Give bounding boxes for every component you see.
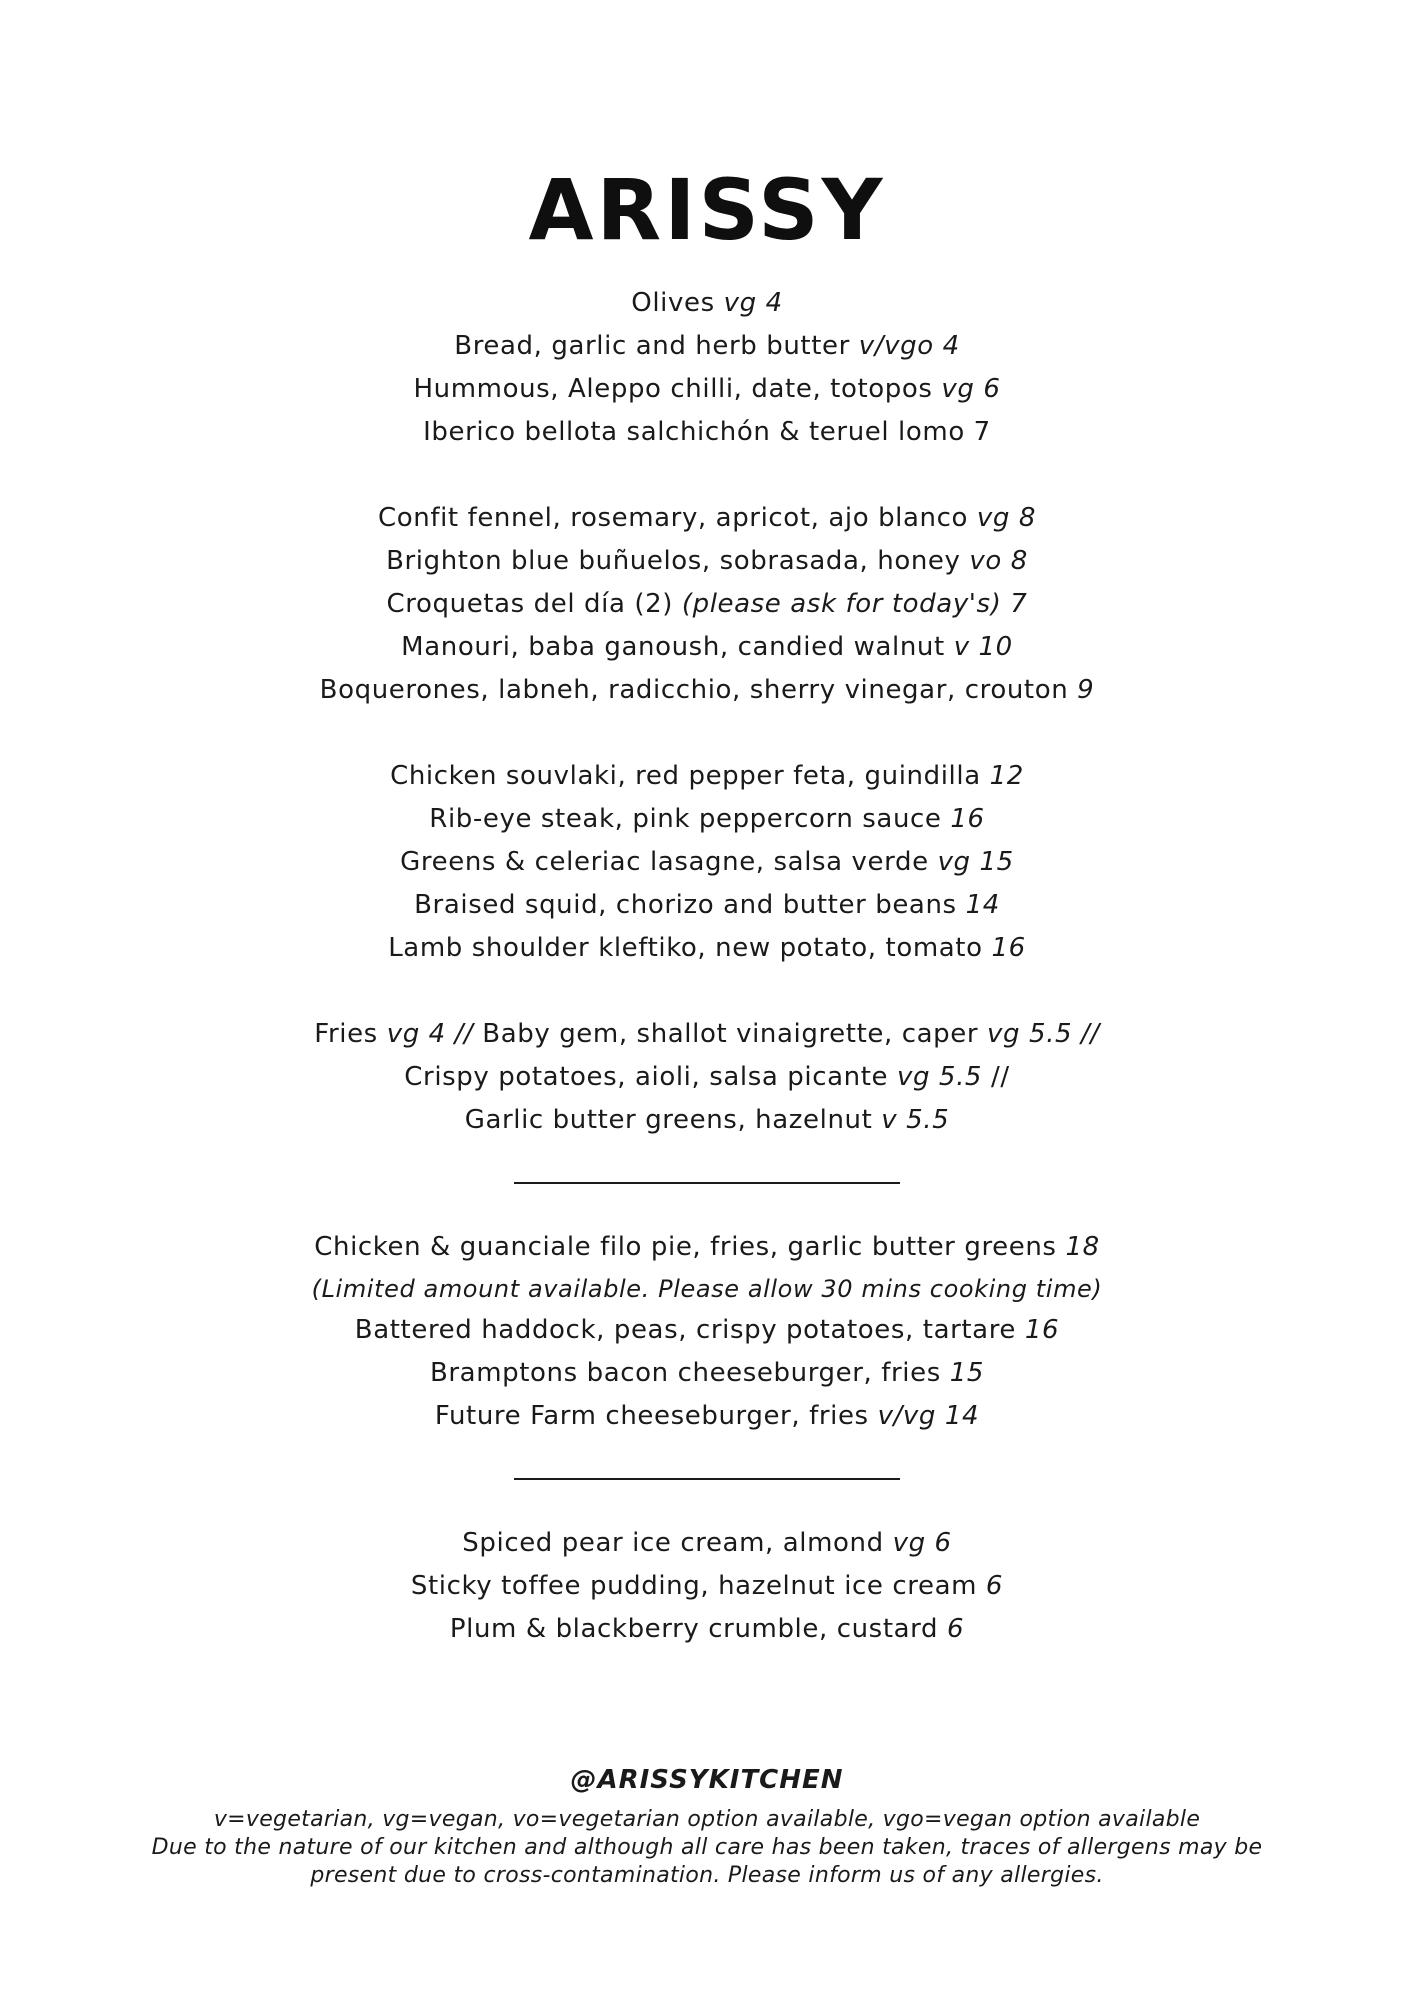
menu-item [0,1608,1414,1651]
item-name: Fries [314,1019,378,1049]
item-tag: vg 4 [723,288,783,318]
menu-item [0,927,1414,970]
allergy-notice-line-1: Due to the nature of our kitchen and although all care has been taken, traces of allergens may be [151,1835,1263,1860]
section-gap [0,712,1414,755]
item-name: Croquetas del día (2) [386,589,673,619]
menu-item [0,1099,1414,1142]
menu-item [0,1013,1414,1056]
item-tag: 16 [950,804,985,834]
menu-section-sides [0,1013,1414,1142]
item-tag: vg 5.5 // [987,1019,1100,1049]
item-name: Iberico bellota salchichón & teruel lomo 7 [423,417,991,447]
item-name: Bramptons bacon cheeseburger, fries [429,1358,941,1388]
menu-item [0,1226,1414,1269]
item-tag: v/vg 14 [877,1401,980,1431]
item-tag: vg 4 // [386,1019,474,1049]
item-tag: 16 [1024,1315,1060,1345]
menu-item [0,798,1414,841]
menu-item [0,411,1414,454]
item-tag: vg 6 [941,374,1001,404]
item-name: Greens & celeriac lasagne, salsa verde [400,847,929,877]
item-name: Boquerones, labneh, radicchio, sherry vinegar, crouton [319,675,1069,705]
item-tag: vo 8 [969,546,1028,576]
item-tag: vg 8 [976,503,1036,533]
section-divider [514,1182,900,1184]
item-separator: // [990,1062,1010,1092]
item-name: Olives [631,288,715,318]
menu-item [0,325,1414,368]
menu-section-snacks [0,282,1414,454]
restaurant-title: ARISSY [528,161,886,259]
menu-item [0,1056,1414,1099]
menu-item [0,755,1414,798]
menu-item [0,669,1414,712]
item-name: Brighton blue buñuelos, sobrasada, honey [386,546,961,576]
item-tag: v 10 [953,632,1013,662]
item-name: Manouri, baba ganoush, candied walnut [401,632,945,662]
allergy-notice-line-2: present due to cross-contamination. Please inform us of any allergies. [310,1863,1104,1888]
menu-item [0,626,1414,669]
menu-item [0,583,1414,626]
menu-section-desserts [0,1522,1414,1651]
menu-item [0,497,1414,540]
item-name: Crispy potatoes, aioli, salsa picante [404,1062,889,1092]
item-tag: (please ask for today's) 7 [681,589,1028,619]
item-name: Braised squid, chorizo and butter beans [414,890,957,920]
menu-item [0,1352,1414,1395]
item-name: Lamb shoulder kleftiko, new potato, tomato [388,933,983,963]
item-tag: 6 [985,1571,1004,1601]
item-tag: 18 [1065,1232,1100,1262]
menu-section-small-plates [0,497,1414,712]
menu-item [0,1309,1414,1352]
menu-item [0,884,1414,927]
item-name: Bread, garlic and herb butter [454,331,850,361]
item-name: Hummous, Aleppo chilli, date, totopos [413,374,933,404]
item-tag: 15 [949,1358,985,1388]
menu-item [0,368,1414,411]
section-divider [514,1478,900,1480]
item-name: Plum & blackberry crumble, custard [449,1614,939,1644]
social-handle: @ARISSYKITCHEN [570,1765,844,1795]
item-name: Spiced pear ice cream, almond [462,1528,884,1558]
item-name: Garlic butter greens, hazelnut [464,1105,873,1135]
menu-body [0,282,1414,1651]
item-tag: 14 [965,890,1000,920]
item-tag: vg 15 [937,847,1014,877]
item-tag: 9 [1077,675,1095,705]
item-tag: v/vgo 4 [858,331,960,361]
menu-section-large-plates [0,755,1414,970]
item-name: Rib-eye steak, pink peppercorn sauce [429,804,942,834]
item-name: Battered haddock, peas, crispy potatoes, tartare [354,1315,1017,1345]
item-note: (Limited amount available. Please allow 30 mins cooking time) [311,1275,1103,1303]
item-name: Chicken souvlaki, red pepper feta, guindilla [390,761,981,791]
item-tag: 16 [991,933,1026,963]
footer [0,1760,1414,1890]
item-name: Chicken & guanciale filo pie, fries, garlic butter greens [314,1232,1057,1262]
menu-item [0,540,1414,583]
item-tag: v 5.5 [881,1105,950,1135]
menu-item [0,282,1414,325]
item-tag: vg 5.5 [896,1062,983,1092]
section-gap [0,454,1414,497]
item-name: Baby gem, shallot vinaigrette, caper [482,1019,979,1049]
section-gap [0,970,1414,1013]
menu-section-mains [0,1226,1414,1438]
item-name: Confit fennel, rosemary, apricot, ajo blanco [378,503,969,533]
item-name: Future Farm cheeseburger, fries [434,1401,869,1431]
menu-item [0,1565,1414,1608]
item-name: Sticky toffee pudding, hazelnut ice cream [410,1571,978,1601]
dietary-legend: v=vegetarian, vg=vegan, vo=vegetarian option available, vgo=vegan option available [213,1807,1201,1832]
menu-item [0,1395,1414,1438]
item-tag: vg 6 [892,1528,952,1558]
menu-item [0,841,1414,884]
menu-item [0,1522,1414,1565]
item-tag: 12 [989,761,1024,791]
item-tag: 6 [946,1614,965,1644]
